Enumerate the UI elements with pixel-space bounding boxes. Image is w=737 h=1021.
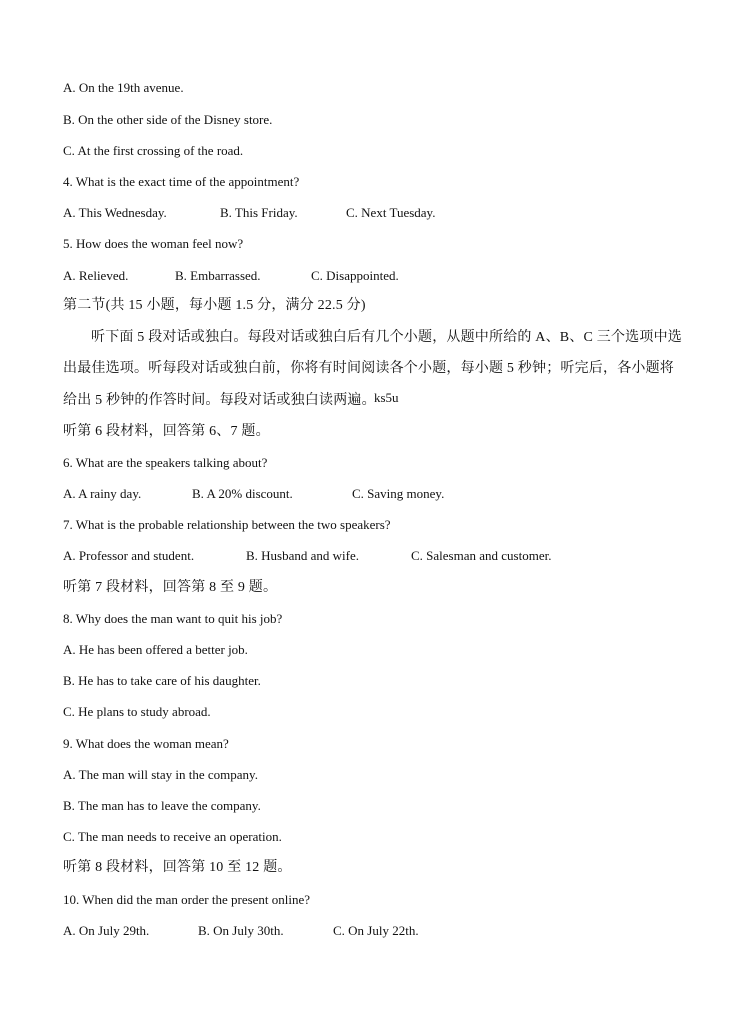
q8-question: 8. Why does the man want to quit his job? (63, 611, 283, 626)
q4-question: 4. What is the exact time of the appointment? (63, 174, 300, 189)
q8-option-a: A. He has been offered a better job. (63, 642, 248, 657)
q5-options (63, 268, 399, 284)
q6-option-b: B. A 20% discount. (192, 486, 293, 501)
q3-option-b: B. On the other side of the Disney store. (63, 112, 273, 127)
q7-question: 7. What is the probable relationship between the two speakers? (63, 517, 391, 532)
q4-option-a: A. This Wednesday. (63, 205, 167, 220)
q4-options (63, 205, 435, 221)
q5-question: 5. How does the woman feel now? (63, 236, 244, 251)
q7-option-c: C. Salesman and customer. (411, 548, 552, 563)
instructions-line-1: 听下面 5 段对话或独白。每段对话或独白后有几个小题，从题中所给的 A、B、C 三个选项中选 (91, 330, 682, 345)
q7-option-a: A. Professor and student. (63, 548, 195, 563)
q9-option-c: C. The man needs to receive an operation. (63, 829, 282, 844)
q8-option-b: B. He has to take care of his daughter. (63, 673, 261, 688)
q6-options (63, 486, 444, 502)
q10-option-b: B. On July 30th. (198, 923, 284, 938)
q3-option-a: A. On the 19th avenue. (63, 80, 184, 95)
q9-option-a: A. The man will stay in the company. (63, 767, 258, 782)
material6-intro: 听第 6 段材料，回答第 6、7 题。 (63, 424, 270, 439)
material8-intro: 听第 8 段材料，回答第 10 至 12 题。 (63, 860, 292, 875)
material7-intro: 听第 7 段材料，回答第 8 至 9 题。 (63, 580, 278, 595)
q6-option-a: A. A rainy day. (63, 486, 142, 501)
instructions-line-2: 出最佳选项。听每段对话或独白前，你将有时间阅读各个小题，每小题 5 秒钟；听完后，各小题将 (63, 361, 674, 376)
q10-option-a: A. On July 29th. (63, 923, 150, 938)
q9-question: 9. What does the woman mean? (63, 736, 229, 751)
watermark-text: ks5u (374, 390, 399, 405)
q7-option-b: B. Husband and wife. (246, 548, 360, 563)
instructions-line-3: 给出 5 秒钟的作答时间。每段对话或独白读两遍。 (63, 393, 376, 408)
q10-options (63, 923, 419, 939)
q3-option-c: C. At the first crossing of the road. (63, 143, 244, 158)
section-heading: 第二节(共 15 小题，每小题 1.5 分，满分 22.5 分) (63, 298, 366, 313)
q5-option-c: C. Disappointed. (311, 268, 399, 283)
q10-question: 10. When did the man order the present online? (63, 892, 311, 907)
q4-option-b: B. This Friday. (220, 205, 298, 220)
q5-option-a: A. Relieved. (63, 268, 129, 283)
q9-option-b: B. The man has to leave the company. (63, 798, 261, 813)
q6-option-c: C. Saving money. (352, 486, 445, 501)
q4-option-c: C. Next Tuesday. (346, 205, 436, 220)
q6-question: 6. What are the speakers talking about? (63, 455, 268, 470)
q8-option-c: C. He plans to study abroad. (63, 704, 211, 719)
q5-option-b: B. Embarrassed. (175, 268, 261, 283)
q7-options (63, 548, 551, 564)
q10-option-c: C. On July 22th. (333, 923, 419, 938)
